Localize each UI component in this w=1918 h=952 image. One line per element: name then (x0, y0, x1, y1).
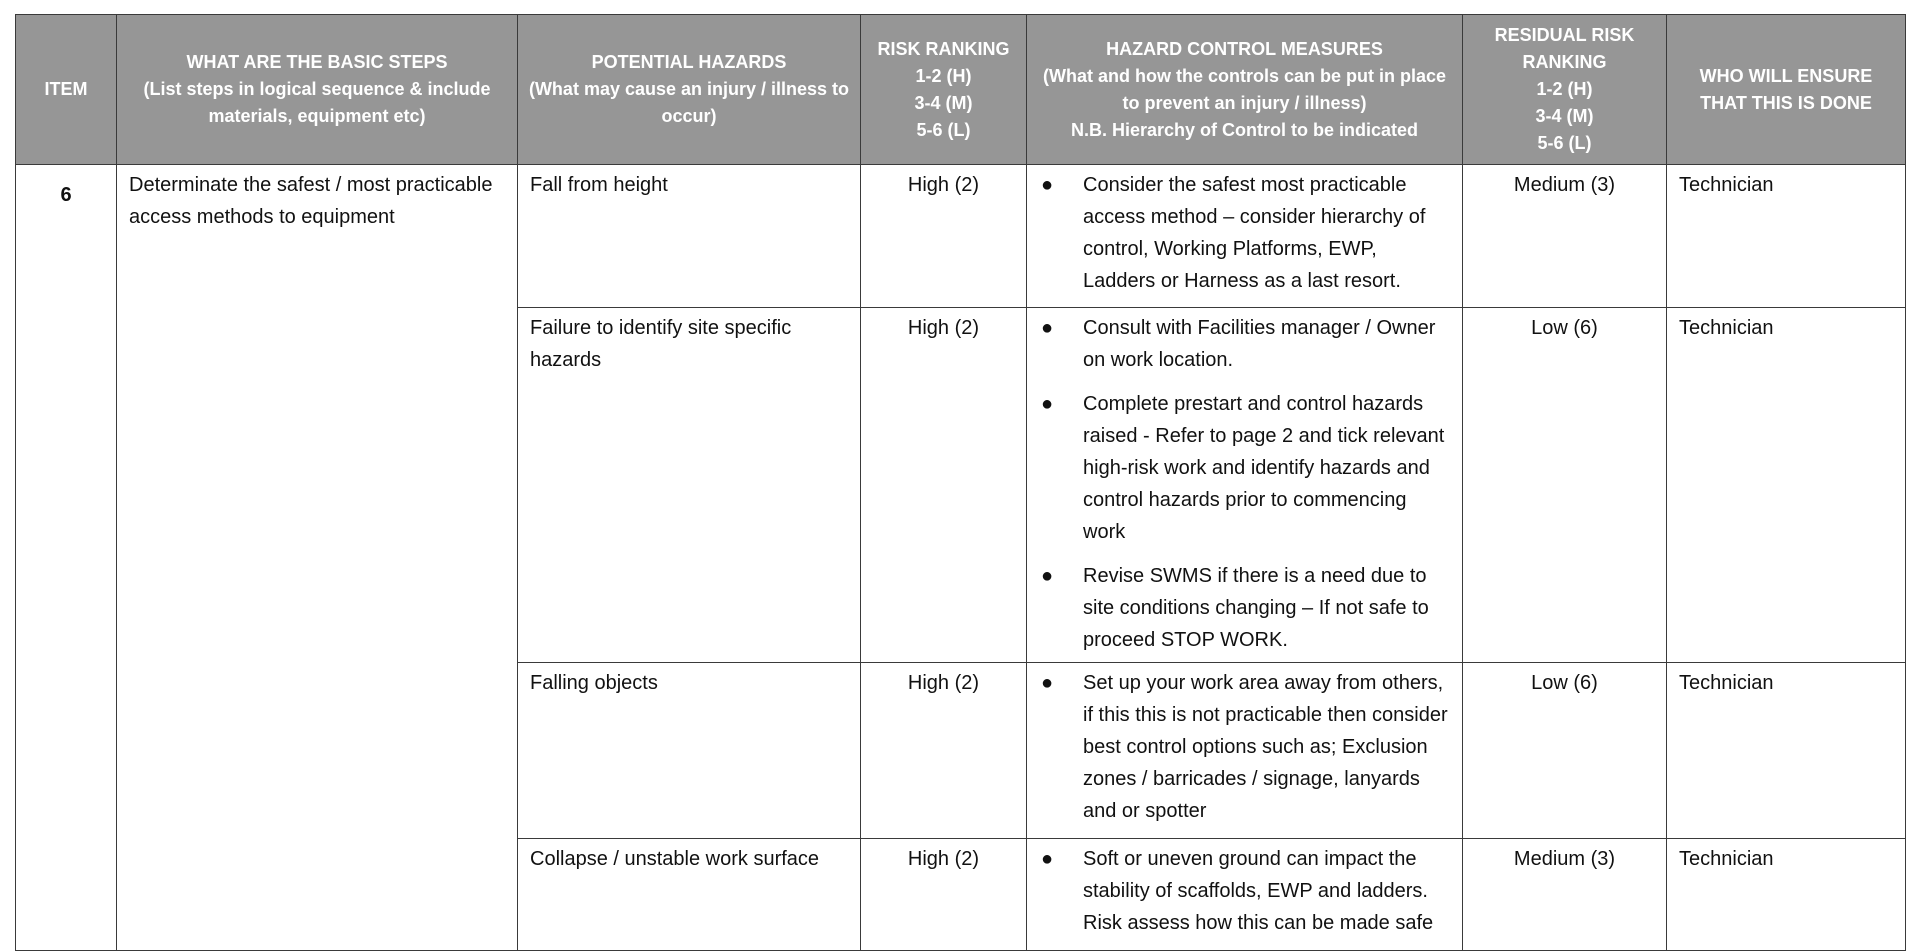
risk-ranking-cell: High (2) (861, 165, 1027, 308)
header-who-line-1: WHO WILL ENSURE (1699, 65, 1873, 86)
header-residual-line-2: RANKING (1522, 52, 1607, 72)
header-who-ensures (1667, 15, 1906, 165)
header-controls-line-4: N.B. Hierarchy of Control to be indicated (1070, 119, 1419, 140)
controls-list (1039, 667, 1450, 827)
header-steps-line-2: (List steps in logical sequence & include (143, 79, 491, 99)
control-item (1039, 169, 1450, 297)
basic-step-text: Determinate the safest / most practicable access methods to equipment (117, 165, 518, 951)
header-steps-line-3: materials, equipment etc) (208, 106, 426, 126)
control-text: Complete prestart and control hazards raised - Refer to page 2 and tick relevant high-risk work and identify hazards and control hazards prior to commencing work (1083, 393, 1445, 543)
control-text: Revise SWMS if there is a need due to site conditions changing – If not safe to proceed STOP WORK. (1083, 565, 1429, 651)
control-text: Consider the safest most practicable access method – consider hierarchy of control, Working Platforms, EWP, Ladders or Harness as a last resort. (1083, 174, 1426, 292)
controls-cell (1027, 839, 1463, 951)
responsible-cell: Technician (1667, 308, 1906, 663)
residual-risk-cell: Medium (3) (1463, 165, 1667, 308)
header-residual-risk (1463, 15, 1667, 165)
header-risk-ranking (861, 15, 1027, 165)
control-text: Consult with Facilities manager / Owner on work location. (1083, 317, 1436, 371)
controls-list (1039, 312, 1450, 656)
control-text: Set up your work area away from others, if this this is not practicable then consider best control options such as; Exclusion zones / barricades / signage, lanyards and or spotter (1083, 672, 1448, 822)
risk-ranking-cell: High (2) (861, 663, 1027, 839)
control-item (1039, 843, 1450, 939)
header-potential-hazards (518, 15, 861, 165)
header-controls-line-1: HAZARD CONTROL MEASURES (1106, 38, 1383, 59)
hazard-cell: Falling objects (518, 663, 861, 839)
header-hazards-line-2: (What may cause an injury / illness to (528, 79, 850, 99)
control-item (1039, 312, 1450, 376)
header-controls-line-3: to prevent an injury / illness) (1122, 92, 1367, 113)
responsible-cell: Technician (1667, 839, 1906, 951)
header-hazards-line-3: occur) (661, 106, 717, 126)
controls-cell (1027, 308, 1463, 663)
header-residual-line-3: 1-2 (H) (1536, 79, 1593, 99)
item-number: 6 (16, 165, 117, 951)
bullet-icon: ● (1041, 848, 1054, 870)
header-risk-line-2: 1-2 (H) (915, 65, 972, 86)
responsible-cell: Technician (1667, 663, 1906, 839)
control-text: Soft or uneven ground can impact the stability of scaffolds, EWP and ladders. Risk assess how this can be made safe (1083, 848, 1434, 934)
header-residual-line-1: RESIDUAL RISK (1494, 25, 1635, 45)
header-basic-steps (117, 15, 518, 165)
hazard-cell: Fall from height (518, 165, 861, 308)
bullet-icon: ● (1041, 317, 1054, 339)
control-item (1039, 667, 1450, 827)
header-item-label: ITEM (44, 79, 88, 99)
table-row (16, 165, 1906, 308)
responsible-cell: Technician (1667, 165, 1906, 308)
header-item (16, 15, 117, 165)
controls-list (1039, 843, 1450, 939)
header-risk-line-3: 3-4 (M) (914, 92, 973, 113)
hazard-cell: Collapse / unstable work surface (518, 839, 861, 951)
risk-ranking-cell: High (2) (861, 308, 1027, 663)
controls-cell (1027, 165, 1463, 308)
header-residual-line-4: 3-4 (M) (1535, 106, 1594, 126)
header-who-line-2: THAT THIS IS DONE (1700, 92, 1872, 113)
residual-risk-cell: Medium (3) (1463, 839, 1667, 951)
table-header (16, 15, 1906, 165)
control-item (1039, 560, 1450, 656)
header-steps-line-1: WHAT ARE THE BASIC STEPS (186, 52, 448, 72)
risk-ranking-cell: High (2) (861, 839, 1027, 951)
controls-list (1039, 169, 1450, 297)
residual-risk-cell: Low (6) (1463, 308, 1667, 663)
bullet-icon: ● (1041, 174, 1054, 196)
bullet-icon: ● (1041, 672, 1054, 694)
bullet-icon: ● (1041, 565, 1054, 587)
risk-assessment-table (15, 14, 1906, 951)
residual-risk-cell: Low (6) (1463, 663, 1667, 839)
header-hazard-controls (1027, 15, 1463, 165)
header-controls-line-2: (What and how the controls can be put in place (1042, 65, 1447, 86)
hazard-cell: Failure to identify site specific hazards (518, 308, 861, 663)
header-residual-line-5: 5-6 (L) (1537, 133, 1592, 153)
controls-cell (1027, 663, 1463, 839)
header-row (16, 15, 1906, 165)
header-risk-line-1: RISK RANKING (877, 38, 1010, 59)
table-body (16, 165, 1906, 951)
header-hazards-line-1: POTENTIAL HAZARDS (591, 52, 787, 72)
header-risk-line-4: 5-6 (L) (916, 119, 971, 140)
bullet-icon: ● (1041, 393, 1054, 415)
control-item (1039, 388, 1450, 548)
